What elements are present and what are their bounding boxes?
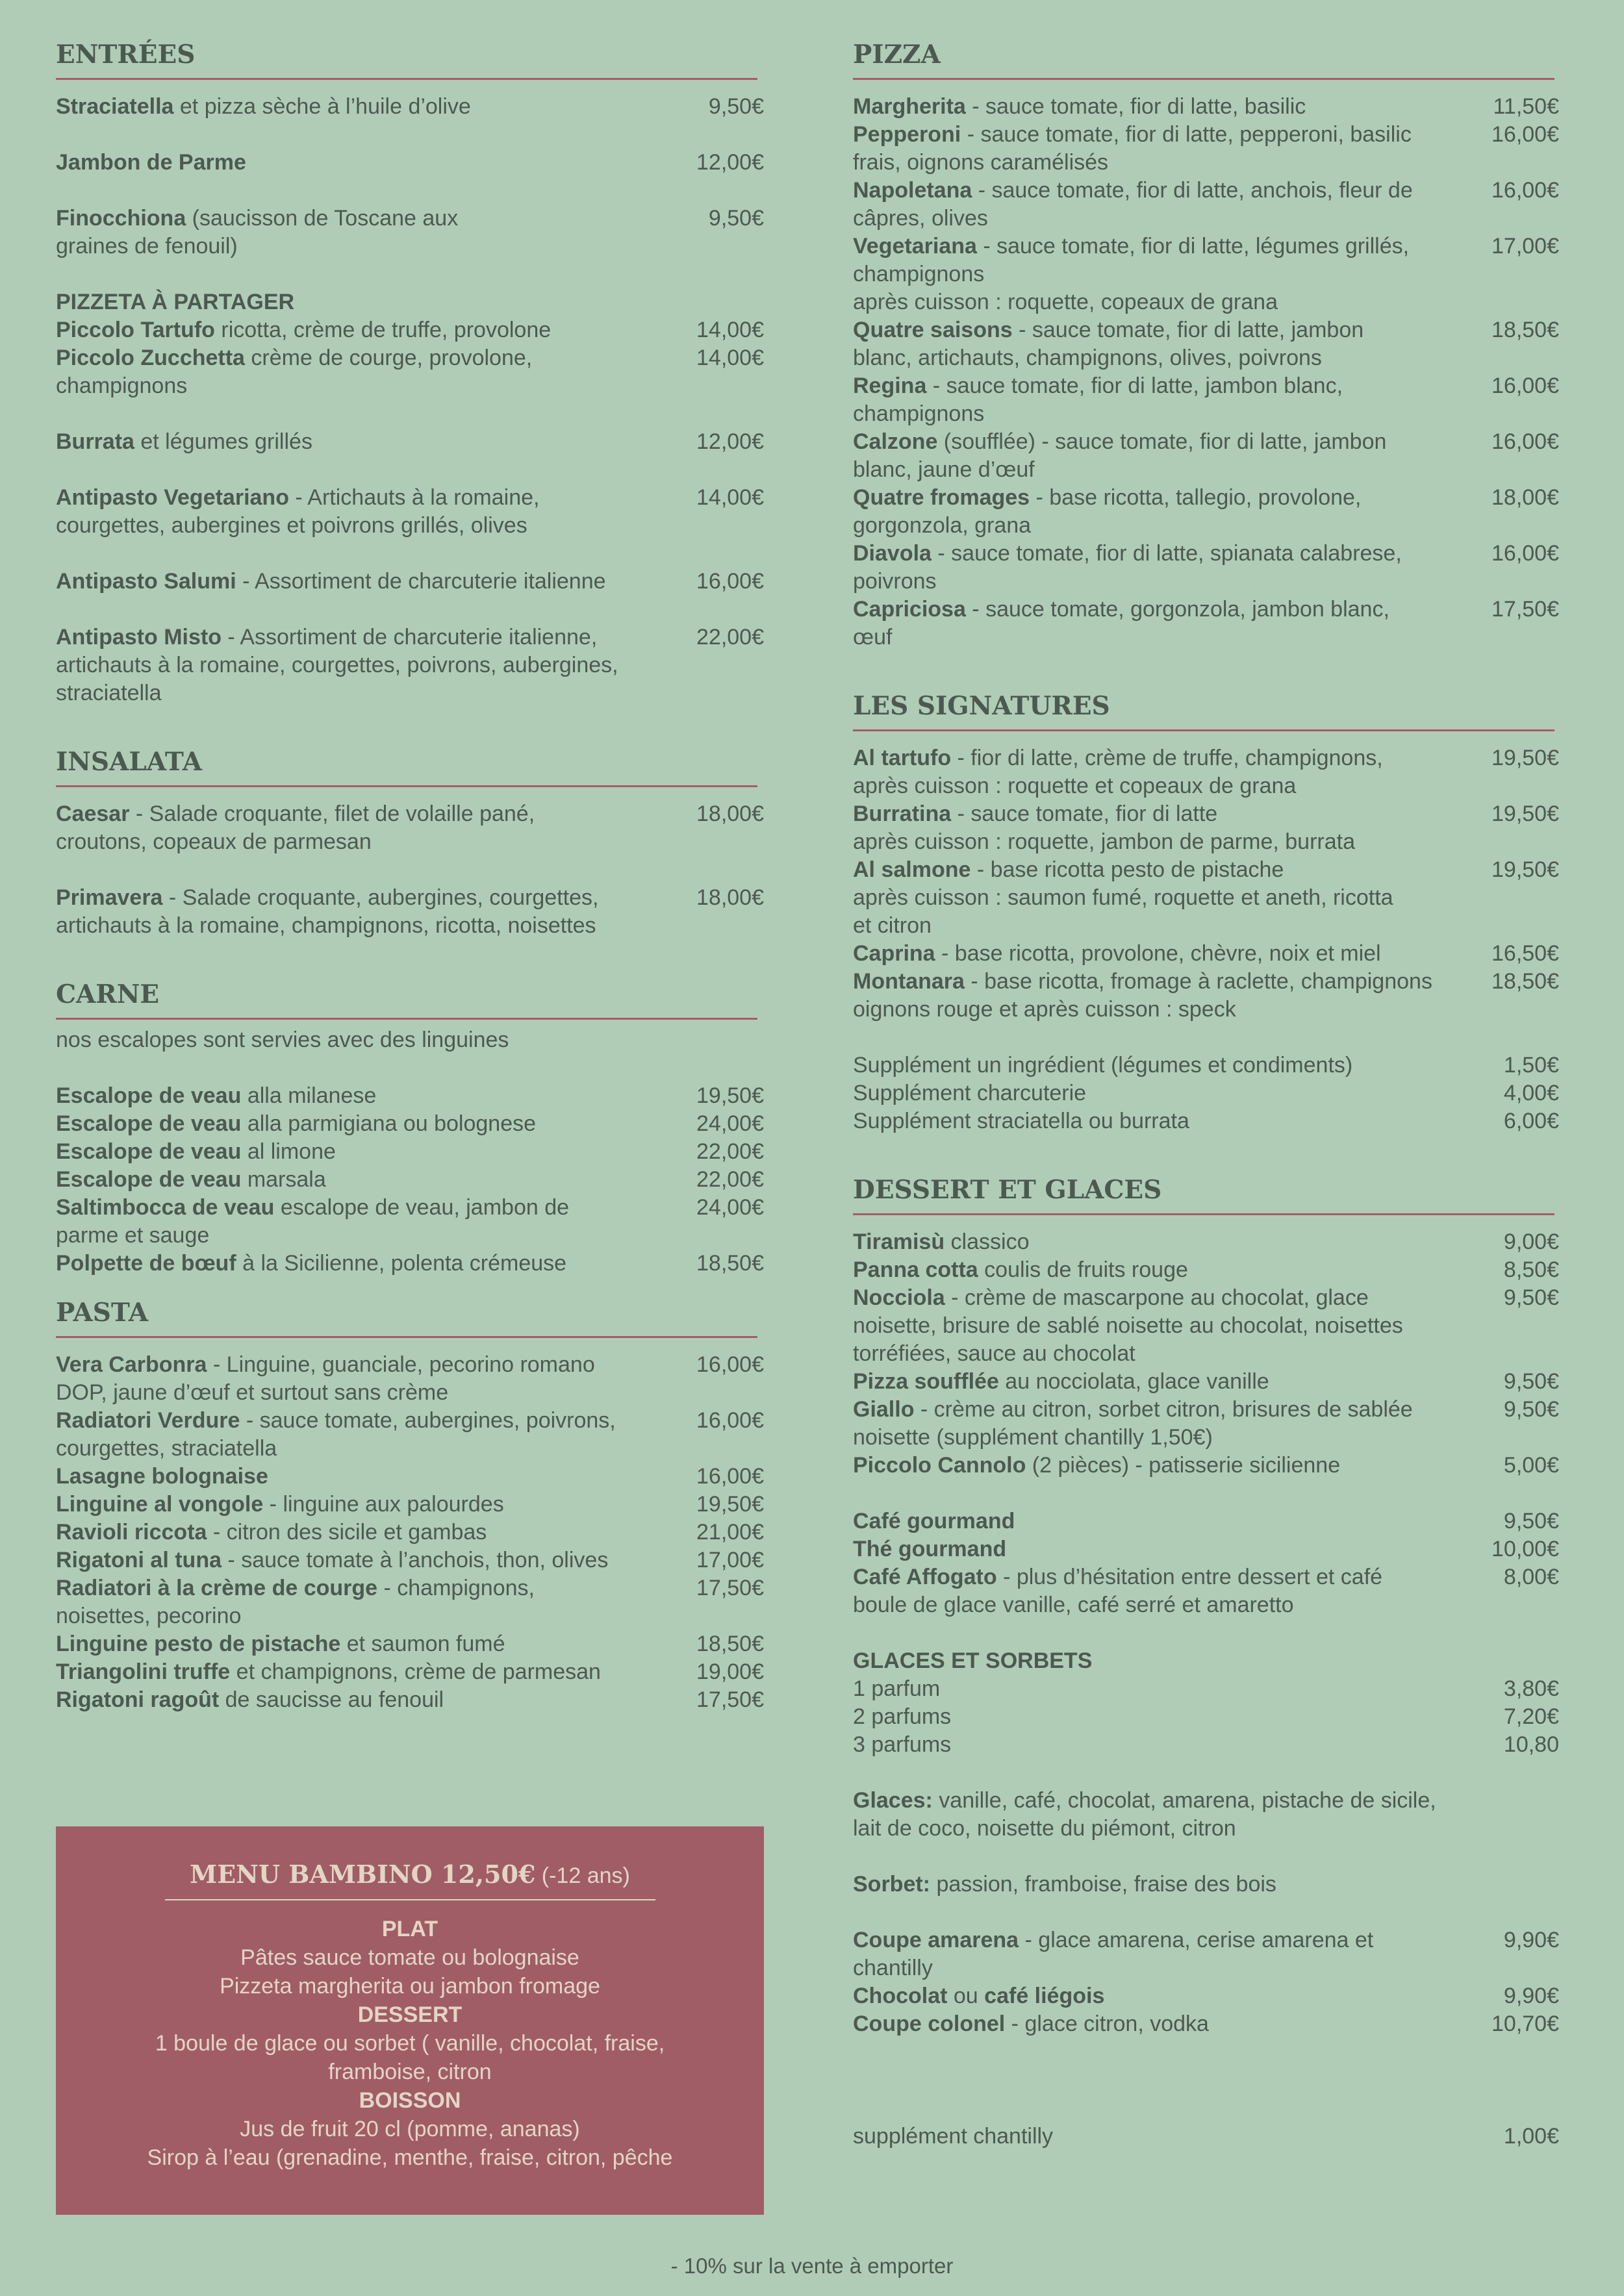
menu-item: Coupe colonel - glace citron, vodka 10,70€ <box>853 2010 1559 2038</box>
menu-item: Café Affogato - plus d’hésitation entre dessert et café boule de glace vanille, café serré et amaretto 8,00€ <box>853 1565 1559 1617</box>
menu-item: Burrata et légumes grillés 12,00€ <box>56 428 764 456</box>
menu-item: Café gourmand 9,50€ <box>853 1508 1559 1535</box>
menu-item: Linguine pesto de pistache et saumon fumé 18,50€ <box>56 1630 764 1658</box>
right-column <box>853 39 1559 2170</box>
price: 5,00€ <box>1503 1453 1559 1478</box>
left-column <box>56 39 764 1734</box>
subsection-title-glaces: GLACES ET SORBETS <box>853 1648 1093 1673</box>
price: 17,50€ <box>1491 597 1559 622</box>
section-title-insalata: INSALATA <box>56 746 757 787</box>
price: 17,50€ <box>696 1576 764 1600</box>
section-title-pizza: PIZZA <box>853 39 1554 80</box>
price: 24,00€ <box>696 1111 764 1136</box>
price: 18,50€ <box>696 1632 764 1656</box>
price: 18,50€ <box>1491 969 1559 994</box>
price: 8,50€ <box>1503 1257 1559 1282</box>
price: 9,50€ <box>1503 1285 1559 1310</box>
price: 16,00€ <box>1491 178 1559 203</box>
price: 11,50€ <box>1493 94 1559 119</box>
section-carne <box>56 979 764 1278</box>
section-pasta <box>56 1297 764 1714</box>
menu-item: Pepperoni - sauce tomate, fior di latte, pepperoni, basilic frais, oignons caramélisés 16,00€ <box>853 122 1559 175</box>
menu-item: Caprina - base ricotta, provolone, chèvre, noix et miel 16,50€ <box>853 940 1559 968</box>
menu-item: Piccolo Cannolo (2 pièces) - patisserie sicilienne 5,00€ <box>853 1452 1559 1480</box>
bambino-dessert-label: DESSERT <box>357 2002 463 2027</box>
menu-item: Pizza soufflée au nocciolata, glace vanille 9,50€ <box>853 1368 1559 1396</box>
price: 7,20€ <box>1503 1704 1559 1729</box>
price: 17,00€ <box>696 1548 764 1572</box>
footer-note: - 10% sur la vente à emporter <box>670 2254 954 2278</box>
price: 16,00€ <box>1491 429 1559 454</box>
price: 22,00€ <box>696 1139 764 1164</box>
section-title-pasta: PASTA <box>56 1297 757 1338</box>
price: 9,50€ <box>1503 1369 1559 1394</box>
price: 16,50€ <box>1491 941 1559 966</box>
parfum-row: 3 parfums 10,80 <box>853 1731 1559 1759</box>
price: 16,00€ <box>1491 373 1559 398</box>
menu-item: Diavola - sauce tomate, fior di latte, spianata calabrese, poivrons 16,00€ <box>853 541 1559 594</box>
menu-item: Regina - sauce tomate, fior di latte, jambon blanc, champignons 16,00€ <box>853 373 1559 426</box>
menu-item: Radiatori à la crème de courge - champignons, noisettes, pecorino 17,50€ <box>56 1576 764 1628</box>
price: 19,00€ <box>696 1659 764 1684</box>
price: 14,00€ <box>696 346 764 370</box>
section-title-entrees: ENTRÉES <box>56 39 757 80</box>
menu-item: Rigatoni ragoût de saucisse au fenouil 17,50€ <box>56 1686 764 1714</box>
bambino-boisson-label: BOISSON <box>359 2088 461 2113</box>
price: 1,50€ <box>1503 1053 1559 1078</box>
price: 18,50€ <box>1491 318 1559 342</box>
price: 19,50€ <box>696 1492 764 1517</box>
section-title-signatures: LES SIGNATURES <box>853 690 1554 731</box>
price: 9,50€ <box>1503 1509 1559 1533</box>
menu-item: Coupe amarena - glace amarena, cerise amarena et chantilly 9,90€ <box>853 1928 1559 1980</box>
menu-item: Piccolo Zucchetta crème de courge, provolone, champignons 14,00€ <box>56 346 764 398</box>
menu-item: Jambon de Parme 12,00€ <box>56 149 764 177</box>
bambino-title: MENU BAMBINO 12,50€ (-12 ans) <box>165 1860 655 1900</box>
price: 22,00€ <box>696 1167 764 1192</box>
section-insalata <box>56 746 764 940</box>
menu-item: Triangolini truffe et champignons, crème de parmesan 19,00€ <box>56 1658 764 1686</box>
price: 19,50€ <box>696 1083 764 1108</box>
price: 9,50€ <box>1503 1397 1559 1422</box>
price: 10,80 <box>1503 1732 1559 1757</box>
supplement-row: Supplément un ingrédient (légumes et condiments) 1,50€ <box>853 1052 1559 1079</box>
price: 9,50€ <box>708 206 764 231</box>
menu-item: Escalope de veau alla parmigiana ou bolognese 24,00€ <box>56 1110 764 1138</box>
price: 8,00€ <box>1503 1565 1559 1589</box>
menu-item: Saltimbocca de veau escalope de veau, jambon de parme et sauge 24,00€ <box>56 1195 764 1248</box>
menu-item: Al tartufo - fior di latte, crème de truffe, champignons, après cuisson : roquette et copeaux de grana 19,50€ <box>853 746 1559 798</box>
price: 16,00€ <box>696 1408 764 1433</box>
price: 10,00€ <box>1491 1537 1559 1561</box>
price: 18,00€ <box>696 885 764 910</box>
price: 3,80€ <box>1503 1676 1559 1701</box>
menu-item: Napoletana - sauce tomate, fior di latte, anchois, fleur de câpres, olives 16,00€ <box>853 178 1559 231</box>
menu-item: Lasagne bolognaise 16,00€ <box>56 1463 764 1491</box>
menu-item: Antipasto Vegetariano - Artichauts à la romaine, courgettes, aubergines et poivrons grillés, olives 14,00€ <box>56 485 764 538</box>
parfum-row: 1 parfum 3,80€ <box>853 1675 1559 1703</box>
menu-item: Antipasto Misto - Assortiment de charcuterie italienne, artichauts à la romaine, courgettes, poivrons, aubergines, straciatella 22,00€ <box>56 625 764 705</box>
price: 9,00€ <box>1503 1230 1559 1254</box>
menu-item: Quatre fromages - base ricotta, tallegio, provolone, gorgonzola, grana 18,00€ <box>853 485 1559 538</box>
menu-item: Montanara - base ricotta, fromage à raclette, champignons oignons rouge et après cuisson : speck 18,50€ <box>853 969 1559 1022</box>
menu-item: Linguine al vongole - linguine aux palourdes 19,50€ <box>56 1491 764 1519</box>
menu-item: Escalope de veau al limone 22,00€ <box>56 1138 764 1166</box>
subsection-title-pizzeta: PIZZETA À PARTAGER <box>56 290 295 314</box>
section-title-carne: CARNE <box>56 979 757 1020</box>
price: 18,50€ <box>696 1251 764 1276</box>
price: 19,50€ <box>1491 801 1559 826</box>
parfum-row: 2 parfums 7,20€ <box>853 1703 1559 1731</box>
supplement-row: Supplément charcuterie 4,00€ <box>853 1079 1559 1107</box>
menu-item: Giallo - crème au citron, sorbet citron, brisures de sablée noisette (supplément chantilly 1,50€) 9,50€ <box>853 1397 1559 1450</box>
price: 4,00€ <box>1503 1081 1559 1105</box>
supplement-row: Supplément straciatella ou burrata 6,00€ <box>853 1107 1559 1135</box>
glaces-flavours: Glaces: vanille, café, chocolat, amarena, pistache de sicile, lait de coco, noisette du piémont, citron <box>853 1788 1436 1841</box>
menu-item: Polpette de bœuf à la Sicilienne, polenta crémeuse 18,50€ <box>56 1250 764 1278</box>
menu-item: Vera Carbonra - Linguine, guanciale, pecorino romano DOP, jaune d’œuf et surtout sans crème 16,00€ <box>56 1352 764 1405</box>
carne-note: nos escalopes sont servies avec des linguines <box>56 1028 509 1052</box>
price: 9,90€ <box>1503 1928 1559 1952</box>
price: 16,00€ <box>1491 122 1559 147</box>
price: 9,90€ <box>1503 1984 1559 2008</box>
price: 16,00€ <box>1491 541 1559 566</box>
menu-item: Straciatella et pizza sèche à l’huile d’olive 9,50€ <box>56 93 764 121</box>
section-dessert <box>853 1174 1559 2151</box>
menu-item: Escalope de veau alla milanese 19,50€ <box>56 1082 764 1110</box>
price: 17,00€ <box>1491 234 1559 259</box>
menu-item: Rigatoni al tuna - sauce tomate à l’anchois, thon, olives 17,00€ <box>56 1546 764 1574</box>
menu-item: Al salmone - base ricotta pesto de pistache après cuisson : saumon fumé, roquette et aneth, ricotta et citron 19,50€ <box>853 857 1559 938</box>
menu-item: Chocolat ou café liégois 9,90€ <box>853 1982 1559 2010</box>
price: 14,00€ <box>696 485 764 510</box>
menu-item: Ravioli riccota - citron des sicile et gambas 21,00€ <box>56 1519 764 1546</box>
price: 18,00€ <box>696 801 764 826</box>
sorbet-flavours: Sorbet: passion, framboise, fraise des bois <box>853 1872 1276 1897</box>
price: 16,00€ <box>696 1464 764 1489</box>
section-title-dessert: DESSERT ET GLACES <box>853 1174 1554 1215</box>
menu-item: Capriciosa - sauce tomate, gorgonzola, jambon blanc, œuf 17,50€ <box>853 597 1559 650</box>
section-pizza <box>853 39 1559 651</box>
section-entrees <box>56 39 764 707</box>
price: 10,70€ <box>1491 2012 1559 2036</box>
price: 16,00€ <box>696 569 764 594</box>
menu-item: Thé gourmand 10,00€ <box>853 1535 1559 1563</box>
menu-item: Primavera - Salade croquante, aubergines, courgettes, artichauts à la romaine, champignons, ricotta, noisettes 18,00€ <box>56 885 764 938</box>
menu-item: Margherita - sauce tomate, fior di latte, basilic 11,50€ <box>853 93 1559 121</box>
price: 14,00€ <box>696 318 764 342</box>
menu-item: Piccolo Tartufo ricotta, crème de truffe, provolone 14,00€ <box>56 316 764 344</box>
price: 1,00€ <box>1503 2124 1559 2149</box>
price: 6,00€ <box>1503 1109 1559 1133</box>
price: 24,00€ <box>696 1195 764 1220</box>
menu-item: Escalope de veau marsala 22,00€ <box>56 1166 764 1194</box>
price: 16,00€ <box>696 1352 764 1377</box>
menu-item: Burratina - sauce tomate, fior di latte après cuisson : roquette, jambon de parme, burrata 19,50€ <box>853 801 1559 854</box>
price: 12,00€ <box>696 429 764 454</box>
menu-item: Vegetariana - sauce tomate, fior di latte, légumes grillés, champignons après cuisson : roquette, copeaux de grana 17,00€ <box>853 234 1559 314</box>
menu-item: Nocciola - crème de mascarpone au chocolat, glace noisette, brisure de sablé noisette au chocolat, noisettes torréfiées, sauce au chocolat 9,50€ <box>853 1285 1559 1366</box>
menu-item: Tiramisù classico 9,00€ <box>853 1228 1559 1256</box>
menu-item: Panna cotta coulis de fruits rouge 8,50€ <box>853 1256 1559 1284</box>
price: 17,50€ <box>696 1687 764 1712</box>
menu-item: Finocchiona (saucisson de Toscane aux graines de fenouil) 9,50€ <box>56 206 764 259</box>
menu-item: Quatre saisons - sauce tomate, fior di latte, jambon blanc, artichauts, champignons, olives, poivrons 18,50€ <box>853 318 1559 370</box>
menu-item: Antipasto Salumi - Assortiment de charcuterie italienne 16,00€ <box>56 568 764 596</box>
menu-item: Caesar - Salade croquante, filet de volaille pané, croutons, copeaux de parmesan 18,00€ <box>56 801 764 854</box>
price: 12,00€ <box>696 150 764 175</box>
chantilly-row: supplément chantilly 1,00€ <box>853 2123 1559 2151</box>
price: 19,50€ <box>1491 857 1559 882</box>
menu-item: Radiatori Verdure - sauce tomate, aubergines, poivrons, courgettes, straciatella 16,00€ <box>56 1408 764 1461</box>
section-signatures <box>853 690 1559 1135</box>
bambino-plat-label: PLAT <box>381 1917 438 1941</box>
price: 21,00€ <box>696 1520 764 1545</box>
price: 19,50€ <box>1491 746 1559 770</box>
price: 22,00€ <box>696 625 764 650</box>
price: 9,50€ <box>708 94 764 119</box>
price: 18,00€ <box>1491 485 1559 510</box>
menu-item: Calzone (soufflée) - sauce tomate, fior di latte, jambon blanc, jaune d’œuf 16,00€ <box>853 429 1559 482</box>
menu-bambino-box: MENU BAMBINO 12,50€ (-12 ans) PLAT Pâtes sauce tomate ou bolognaise Pizzeta margherita ou jambon fromage DESSERT 1 boule de glace ou sorbet ( vanille, chocolat, fraise, framboise, citron BOISSON Jus de fruit 20 cl (pomme, ananas) Sirop à l’eau (grenadine, menthe, fraise, citron, pêche <box>56 1826 764 2215</box>
